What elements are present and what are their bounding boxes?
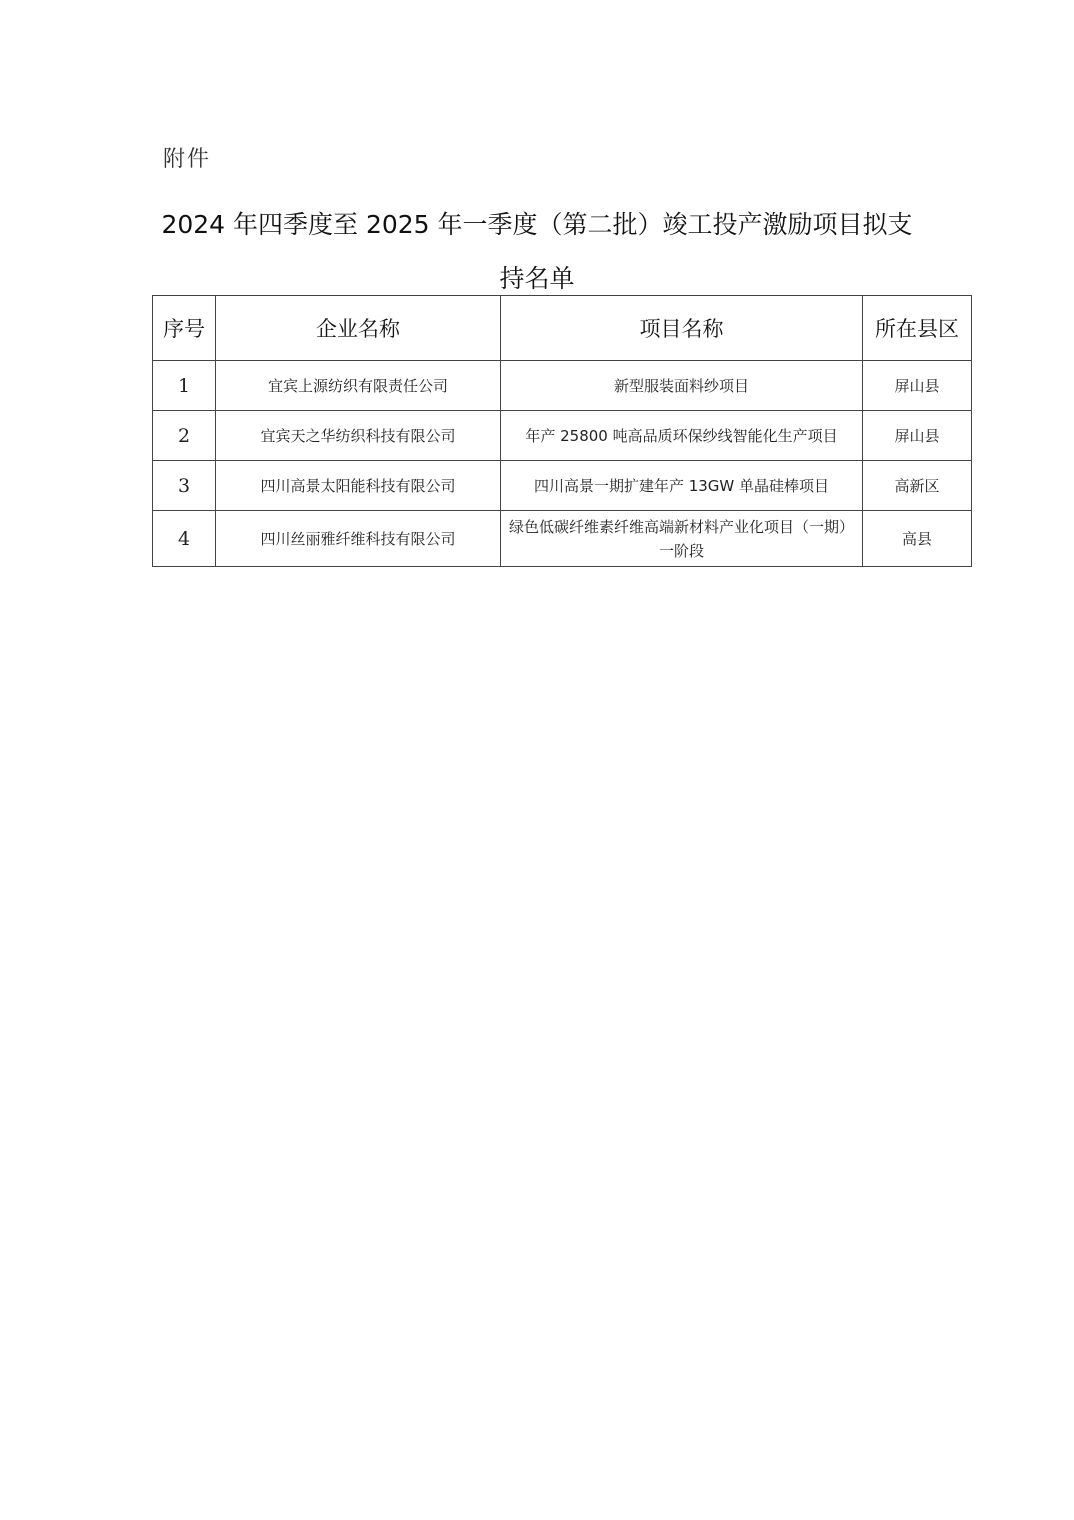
cell-project: 绿色低碳纤维素纤维高端新材料产业化项目（一期）一阶段	[501, 511, 863, 567]
table-header-row	[153, 296, 972, 361]
cell-project: 四川高景一期扩建年产 13GW 单晶硅棒项目	[501, 461, 863, 511]
title-line-2: 持名单	[499, 264, 575, 293]
cell-district: 高县	[863, 511, 972, 567]
cell-company: 四川高景太阳能科技有限公司	[216, 461, 501, 511]
cell-company: 宜宾天之华纺织科技有限公司	[216, 411, 501, 461]
cell-project: 新型服装面料纱项目	[501, 361, 863, 411]
table-row	[153, 361, 972, 411]
table-row	[153, 511, 972, 567]
project-list-table	[152, 295, 972, 567]
document-title	[120, 198, 954, 306]
cell-company: 宜宾上源纺织有限责任公司	[216, 361, 501, 411]
cell-district: 高新区	[863, 461, 972, 511]
column-header-district: 所在县区	[863, 296, 972, 361]
cell-district: 屏山县	[863, 411, 972, 461]
cell-no: 1	[153, 361, 216, 411]
cell-district: 屏山县	[863, 361, 972, 411]
cell-no: 2	[153, 411, 216, 461]
cell-no: 3	[153, 461, 216, 511]
cell-no: 4	[153, 511, 216, 567]
title-line-1: 2024 年四季度至 2025 年一季度（第二批）竣工投产激励项目拟支	[161, 210, 913, 239]
attachment-label: 附件	[163, 147, 212, 172]
column-header-company: 企业名称	[216, 296, 501, 361]
table-row	[153, 461, 972, 511]
cell-company: 四川丝丽雅纤维科技有限公司	[216, 511, 501, 567]
cell-project: 年产 25800 吨高品质环保纱线智能化生产项目	[501, 411, 863, 461]
column-header-project: 项目名称	[501, 296, 863, 361]
table-row	[153, 411, 972, 461]
column-header-no: 序号	[153, 296, 216, 361]
